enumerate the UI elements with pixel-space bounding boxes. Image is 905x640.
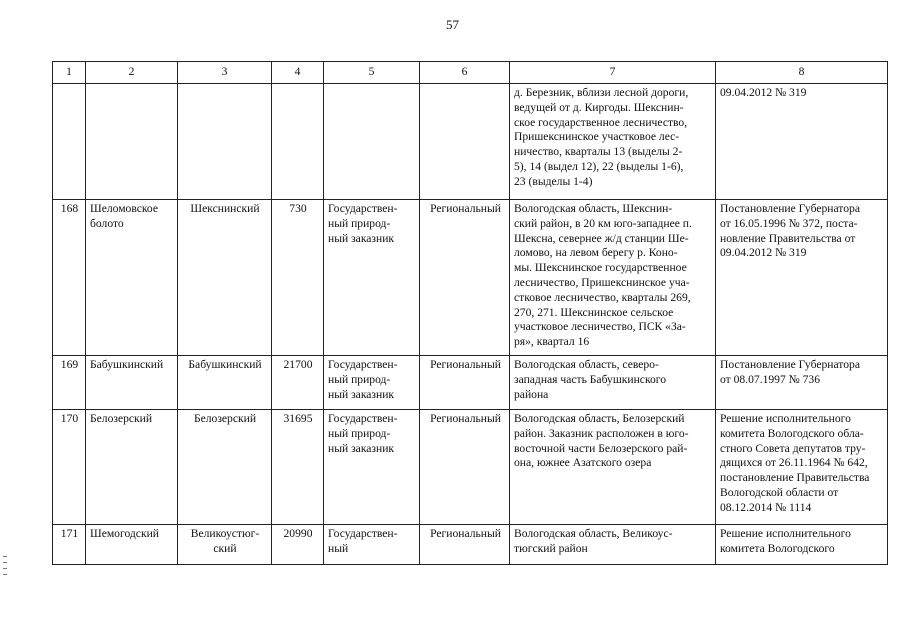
legal-document: Решение исполнительного комитета Вологодского	[716, 525, 888, 565]
page-number: 57	[446, 17, 459, 32]
location: д. Березник, вблизи лесной дороги, ведущей от д. Киргоды. Шекснин- ское государственное лесничество, Пришекснинское участковое лес- ничество, кварталы 13 (выделы 2- 5), 14 (выдел 12), 22 (выделы 1-6), 23 (выделы 1-4)	[510, 84, 716, 200]
binding-margin-mark	[3, 574, 7, 575]
area-size	[272, 84, 324, 200]
table-row	[53, 525, 888, 565]
category	[324, 84, 420, 200]
district: Великоустюг- ский	[178, 525, 272, 565]
location: Вологодская область, Белозерский район. Заказник расположен в юго- восточной части Белозерского рай- она, южнее Азатского озера	[510, 410, 716, 525]
district: Шекснинский	[178, 200, 272, 356]
table-row	[53, 410, 888, 525]
row-number: 171	[53, 525, 86, 565]
district	[178, 84, 272, 200]
column-header-7: 7	[510, 62, 716, 84]
significance: Региональный	[420, 410, 510, 525]
column-header-8: 8	[716, 62, 888, 84]
column-header-4: 4	[272, 62, 324, 84]
column-header-3: 3	[178, 62, 272, 84]
area-size: 31695	[272, 410, 324, 525]
location: Вологодская область, Великоус- тюгский район	[510, 525, 716, 565]
significance	[420, 84, 510, 200]
table-row	[53, 356, 888, 410]
binding-margin-mark	[3, 562, 7, 563]
area-name: Белозерский	[86, 410, 178, 525]
significance: Региональный	[420, 525, 510, 565]
table-row	[53, 200, 888, 356]
column-number-row	[53, 62, 888, 84]
area-name: Шемогодский	[86, 525, 178, 565]
category: Государствен- ный природ- ный заказник	[324, 200, 420, 356]
protected-areas-table	[52, 61, 888, 565]
legal-document: 09.04.2012 № 319	[716, 84, 888, 200]
binding-margin-mark	[3, 568, 7, 569]
legal-document: Решение исполнительного комитета Вологодского обла- стного Совета депутатов тру- дящихся от 26.11.1964 № 642, постановление Правительства Вологодской области от 08.12.2014 № 1114	[716, 410, 888, 525]
column-header-6: 6	[420, 62, 510, 84]
significance: Региональный	[420, 200, 510, 356]
district: Бабушкинский	[178, 356, 272, 410]
row-number: 169	[53, 356, 86, 410]
location: Вологодская область, Шекснин- ский район, в 20 км юго-западнее п. Шексна, севернее ж/д станции Ше- ломово, на левом берегу р. Коно- мы. Шекснинское государственное лесничество, Пришекснинское уча- стковое лесничество, кварталы 269, 270, 271. Шекснинское сельское участковое лесничество, ПСК «За- ря», квартал 16	[510, 200, 716, 356]
row-number: 168	[53, 200, 86, 356]
category: Государствен- ный природ- ный заказник	[324, 356, 420, 410]
area-name	[86, 84, 178, 200]
column-header-1: 1	[53, 62, 86, 84]
category: Государствен- ный	[324, 525, 420, 565]
column-header-2: 2	[86, 62, 178, 84]
area-size: 20990	[272, 525, 324, 565]
area-size: 21700	[272, 356, 324, 410]
row-number: 170	[53, 410, 86, 525]
significance: Региональный	[420, 356, 510, 410]
area-name: Шеломовское болото	[86, 200, 178, 356]
area-name: Бабушкинский	[86, 356, 178, 410]
location: Вологодская область, северо- западная часть Бабушкинского района	[510, 356, 716, 410]
row-number	[53, 84, 86, 200]
legal-document: Постановление Губернатора от 08.07.1997 № 736	[716, 356, 888, 410]
binding-margin-mark	[3, 556, 7, 557]
area-size: 730	[272, 200, 324, 356]
legal-document: Постановление Губернатора от 16.05.1996 № 372, поста- новление Правительства от 09.04.2012 № 319	[716, 200, 888, 356]
column-header-5: 5	[324, 62, 420, 84]
table-row	[53, 84, 888, 200]
district: Белозерский	[178, 410, 272, 525]
category: Государствен- ный природ- ный заказник	[324, 410, 420, 525]
